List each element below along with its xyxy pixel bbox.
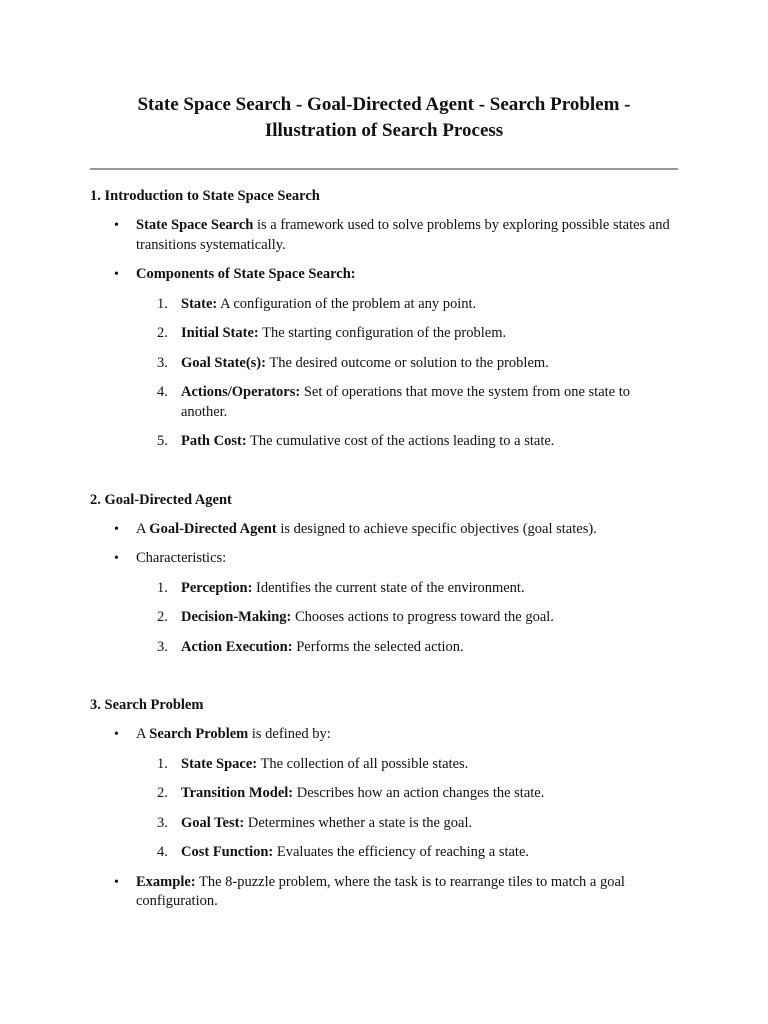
list-term: State Space: [181,755,258,772]
list-term: Goal Test: [181,814,245,831]
list-term: Initial State: [181,325,259,341]
title-line-1: State Space Search - Goal-Directed Agent - Search Problem - [137,94,631,115]
section-2-bullets [90,520,678,658]
list-term: Transition Model: [181,785,294,801]
components-list [90,295,678,452]
list-text: Describes how an action changes the state. [293,785,545,801]
list-number: 3. [157,638,168,655]
list-text: The collection of all possible states. [257,755,469,772]
bullet-bold-term: Components of State Space Search: [136,266,356,282]
list-item [90,295,678,315]
bullet-marker: • [114,218,119,233]
list-number: 1. [157,295,168,312]
document-title [90,92,678,144]
section-heading-search-problem: 3. Search Problem [90,697,204,713]
bullet-item [90,549,678,657]
list-term: Path Cost: [181,433,247,449]
characteristics-list [90,579,678,658]
list-item [90,755,678,775]
bullet-text: Characteristics: [136,550,227,566]
section-heading-goal-directed-agent: 2. Goal-Directed Agent [90,491,232,508]
bullet-bold-term: State Space Search [136,217,254,233]
list-text: Performs the selected action. [292,638,464,655]
title-divider [90,168,678,170]
list-text: Determines whether a state is the goal. [244,814,473,831]
list-text: Identifies the current state of the environment. [252,579,525,596]
list-number: 3. [157,814,168,831]
list-item [90,638,678,658]
list-text: Chooses actions to progress toward the goal. [291,609,554,625]
list-text: A configuration of the problem at any point. [217,295,477,312]
bullet-item [90,873,678,912]
bullet-marker: • [114,551,119,566]
bullet-text: The 8-puzzle problem, where the task is to rearrange tiles to match a goal configuration. [136,873,625,909]
list-item [90,784,678,804]
bullet-bold-term: Goal-Directed Agent [149,520,277,537]
bullet-marker: • [114,267,119,282]
list-number: 4. [157,844,168,860]
bullet-bold-term: Search Problem [149,726,249,742]
list-text: The starting configuration of the problem. [258,325,507,341]
bullet-item [90,265,678,452]
bullet-marker: • [114,727,119,742]
list-number: 4. [157,384,168,400]
bullet-text: is designed to achieve specific objectives (goal states). [276,520,597,537]
document-page [90,92,678,912]
list-text: Evaluates the efficiency of reaching a state. [273,844,530,860]
list-term: Cost Function: [181,844,274,860]
list-term: Decision-Making: [181,609,292,625]
list-number: 2. [157,325,168,341]
list-term: Perception: [181,579,253,596]
bullet-marker: • [114,874,119,890]
list-term: Actions/Operators: [181,384,301,400]
list-number: 2. [157,609,168,625]
title-line-2: Illustration of Search Process [264,120,504,141]
bullet-pre-text: A [136,520,150,537]
bullet-item [90,725,678,863]
bullet-marker: • [114,521,119,537]
list-item [90,814,678,834]
list-item [90,579,678,599]
list-item [90,843,678,863]
list-number: 5. [157,433,168,449]
search-problem-list [90,755,678,863]
bullet-text: is a framework used to solve problems by exploring possible states and transitions systematically. [136,217,670,253]
section-3-bullets [90,725,678,912]
list-number: 2. [157,785,168,801]
section-1-bullets [90,216,678,452]
list-term: Action Execution: [181,638,293,655]
bullet-pre-text: A [136,726,150,742]
list-item [90,324,678,344]
list-number: 3. [157,354,168,371]
bullet-bold-term: Example: [136,873,196,890]
list-term: State: [181,295,218,312]
list-number: 1. [157,579,168,596]
list-item [90,354,678,374]
list-number: 1. [157,755,168,772]
bullet-item [90,216,678,255]
list-item [90,432,678,452]
bullet-text: is defined by: [248,726,331,742]
list-item [90,608,678,628]
section-heading-introduction: 1. Introduction to State Space Search [90,188,320,204]
bullet-item [90,520,678,540]
list-text: Set of operations that move the system from one state to another. [181,384,631,420]
list-text: The cumulative cost of the actions leading to a state. [246,433,555,449]
list-text: The desired outcome or solution to the problem. [265,354,549,371]
list-item [90,383,678,422]
list-term: Goal State(s): [181,354,266,371]
